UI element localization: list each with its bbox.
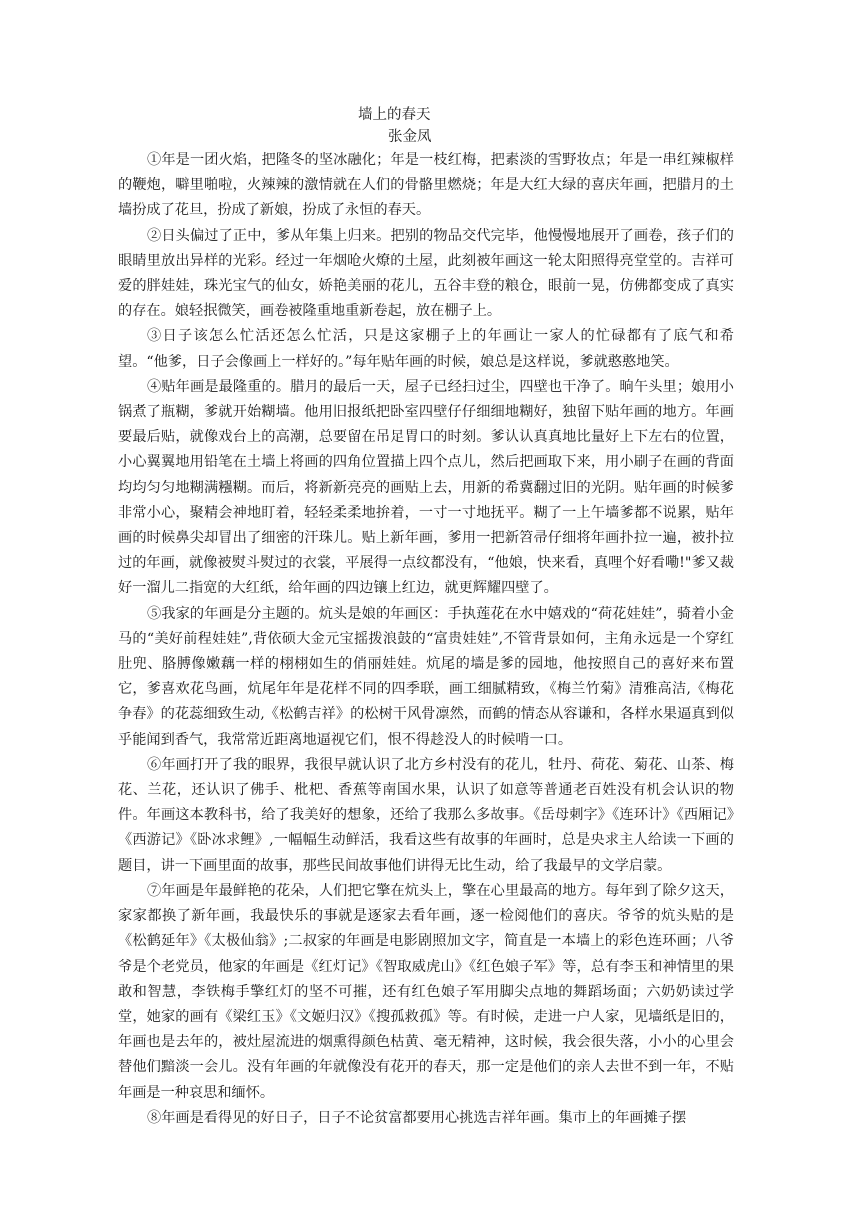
article-title: 墙上的春天 — [358, 107, 431, 123]
paragraph-4: ④贴年画是最隆重的。腊月的最后一天，屋子已经扫过尘，四壁也干净了。晌午头里；娘用小锅煮了瓶糊，爹就开始糊墙。他用旧报纸把卧室四壁仔仔细细地糊好，独留下贴年画的地方。年画要最后贴，就像戏台上的高潮，总要留在吊足胃口的时刻。爹认认真真地比量好上下左右的位置，小心翼翼地用铅笔在土墙上将画的四角位置描上四个点儿，然后把画取下来，用小刷子在画的背面均均匀匀地糊满糨糊。而后，将新新亮亮的画贴上去，用新的希冀翻过旧的光阴。贴年画的时候爹非常小心，聚精会神地盯着，轻轻柔柔地拚着，一寸一寸地抚平。糊了一上午墙爹都不说累，贴年画的时候鼻尖却冒出了细密的汗珠儿。贴上新年画，爹用一把新笤帚仔细将年画扑拉一遍，被扑拉过的年画，就像被熨斗熨过的衣裳，平展得一点纹都没有，“他娘，快来看，真哩个好看嘞!"爹又裁好一溜儿二指宽的大红纸，给年画的四边镶上红边，就更辉耀四壁了。 — [118, 378, 734, 597]
document-page — [118, 104, 734, 1131]
paragraph-5: ⑤我家的年画是分主题的。炕头是娘的年画区：手执莲花在水中嬉戏的“荷花娃娃”，骑着小金马的“美好前程娃娃”,背依硕大金元宝摇拨浪鼓的“富贵娃娃”,不管背景如何，主角永远是一个穿红肚兜、胳膊像嫩藕一样的栩栩如生的俏丽娃娃。炕尾的墙是爹的园地，他按照自己的喜好来布置它，爹喜欢花鸟画，炕尾年年是花样不同的四季联，画工细腻精致，《梅兰竹菊》清雅高洁,《梅花争春》的花蕊细致生动,《松鹤吉祥》的松树干风骨凛然，而鹤的情态从容谦和，各样水果逼真到似乎能闻到香气，我常常近距离地逼视它们，恨不得趁没人的时候啃一口。 — [118, 605, 734, 748]
article-author: 张金凤 — [388, 129, 432, 145]
paragraph-6: ⑥年画打开了我的眼界，我很早就认识了北方乡村没有的花儿，牡丹、荷花、菊花、山茶、梅花、兰花，还认识了佛手、枇杷、香蕉等南国水果，认识了如意等普通老百姓没有机会认识的物件。年画这本教科书，给了我美好的想象，还给了我那么多故事。《岳母刺字》《连环计》《西厢记》《西游记》《卧冰求鲤》,一幅幅生动鲜活，我看这些有故事的年画时，总是央求主人给读一下画的题目，讲一下画里面的故事，那些民间故事他们讲得无比生动，给了我最早的文学启蒙。 — [118, 756, 734, 874]
paragraph-2: ②日头偏过了正中，爹从年集上归来。把别的物品交代完毕，他慢慢地展开了画卷，孩子们的眼睛里放出异样的光彩。经过一年烟呛火燎的土屋，此刻被年画这一轮太阳照得亮堂堂的。吉祥可爱的胖娃娃，珠光宝气的仙女，娇艳美丽的花儿，五谷丰登的粮仓，眼前一晃，仿佛都变成了真实的存在。娘轻抿微笑，画卷被隆重地重新卷起，放在棚子上。 — [118, 227, 734, 320]
paragraph-3: ③日子该怎么忙活还怎么忙活，只是这家棚子上的年画让一家人的忙碌都有了底气和希望。“他爹，日子会像画上一样好的。”每年贴年画的时候，娘总是这样说，爹就憨憨地笑。 — [118, 328, 734, 370]
paragraph-7: ⑦年画是年最鲜艳的花朵，人们把它擎在炕头上，擎在心里最高的地方。每年到了除夕这天，家家都换了新年画，我最快乐的事就是逐家去看年画，逐一检阅他们的喜庆。爷爷的炕头贴的是《松鹤延年》《太极仙翁》;二叔家的年画是电影剧照加文字，简直是一本墙上的彩色连环画；八爷爷是个老党员，他家的年画是《红灯记》《智取威虎山》《红色娘子军》等，总有李玉和神情里的果敢和智慧，李铁梅手擎红灯的坚不可摧，还有红色娘子军用脚尖点地的舞蹈场面；六奶奶读过学堂，她家的画有《梁红玉》《文姬归汉》《搜孤救孤》等。有时候，走进一户人家，见墙纸是旧的，年画也是去年的，被灶屋流进的烟熏得颜色枯黄、毫无精神，这时候，我会很失落，小小的心里会替他们黯淡一会儿。没有年画的年就像没有花开的春天，那一定是他们的亲人去世不到一年，不贴年画是一种哀思和缅怀。 — [118, 882, 734, 1101]
paragraph-1: ①年是一团火焰，把隆冬的坚冰融化；年是一枝红梅，把素淡的雪野妆点；年是一串红辣椒样的鞭炮，噼里啪啦，火辣辣的激情就在人们的骨骼里燃烧；年是大红大绿的喜庆年画，把腊月的土墙扮成了花旦，扮成了新娘，扮成了永恒的春天。 — [118, 152, 734, 219]
paragraph-8: ⑧年画是看得见的好日子，日子不论贫富都要用心挑选吉祥年画。集市上的年画摊子摆 — [147, 1109, 687, 1126]
